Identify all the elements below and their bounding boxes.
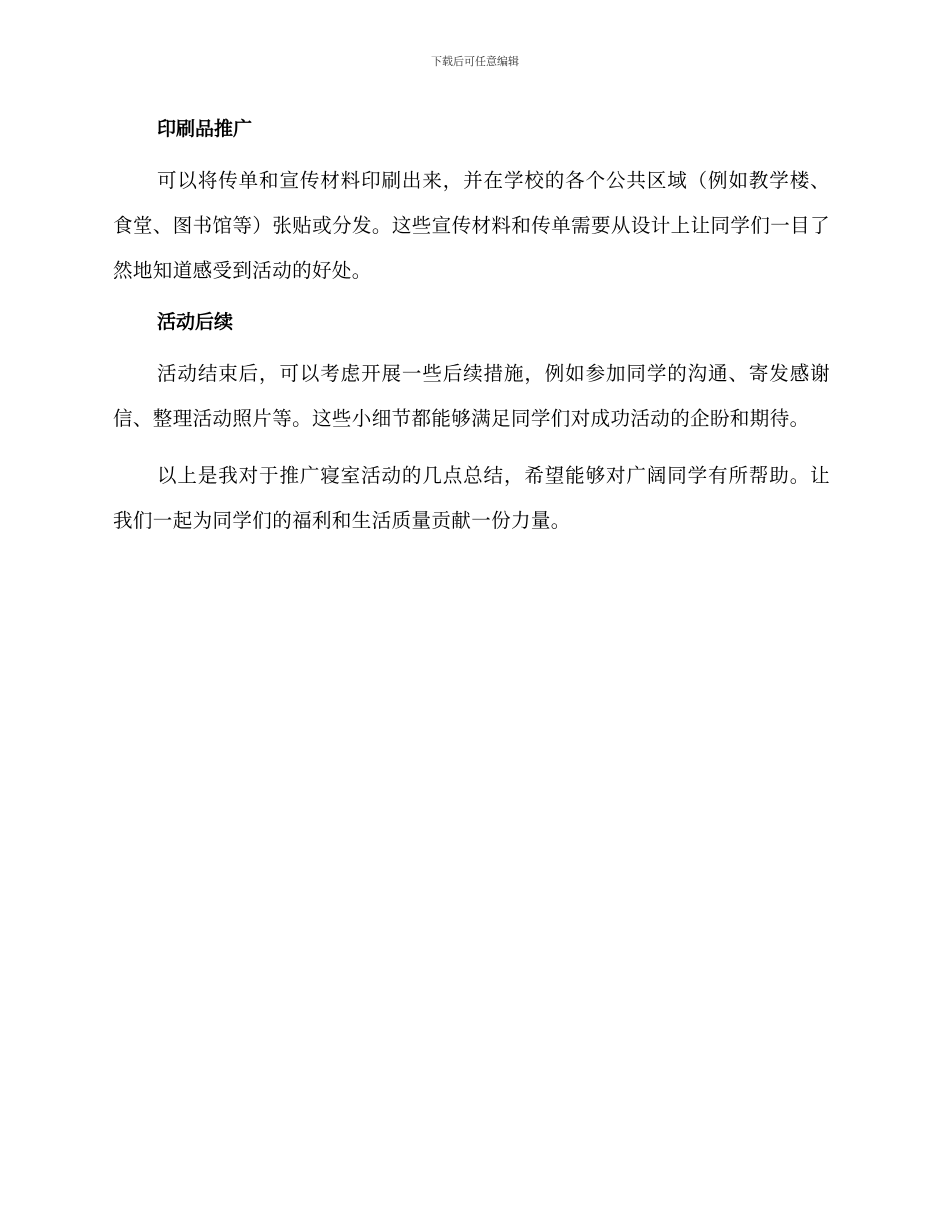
paragraph-follow-up: 活动结束后，可以考虑开展一些后续措施，例如参加同学的沟通、寄发感谢信、整理活动照片等。这些小细节都能够满足同学们对成功活动的企盼和期待。 <box>113 362 830 430</box>
section-heading-follow-up: 活动后续 <box>157 311 234 333</box>
document-body <box>113 112 830 555</box>
paragraph-summary: 以上是我对于推广寝室活动的几点总结，希望能够对广阔同学有所帮助。让我们一起为同学们的福利和生活质量贡献一份力量。 <box>113 464 830 532</box>
page-header-note: 下载后可任意编辑 <box>431 55 519 68</box>
paragraph-print-promotion: 可以将传单和宣传材料印刷出来，并在学校的各个公共区域（例如教学楼、食堂、图书馆等）张贴或分发。这些宣传材料和传单需要从设计上让同学们一目了然地知道感受到活动的好处。 <box>113 169 830 282</box>
section-heading-print-promotion: 印刷品推广 <box>157 118 253 140</box>
